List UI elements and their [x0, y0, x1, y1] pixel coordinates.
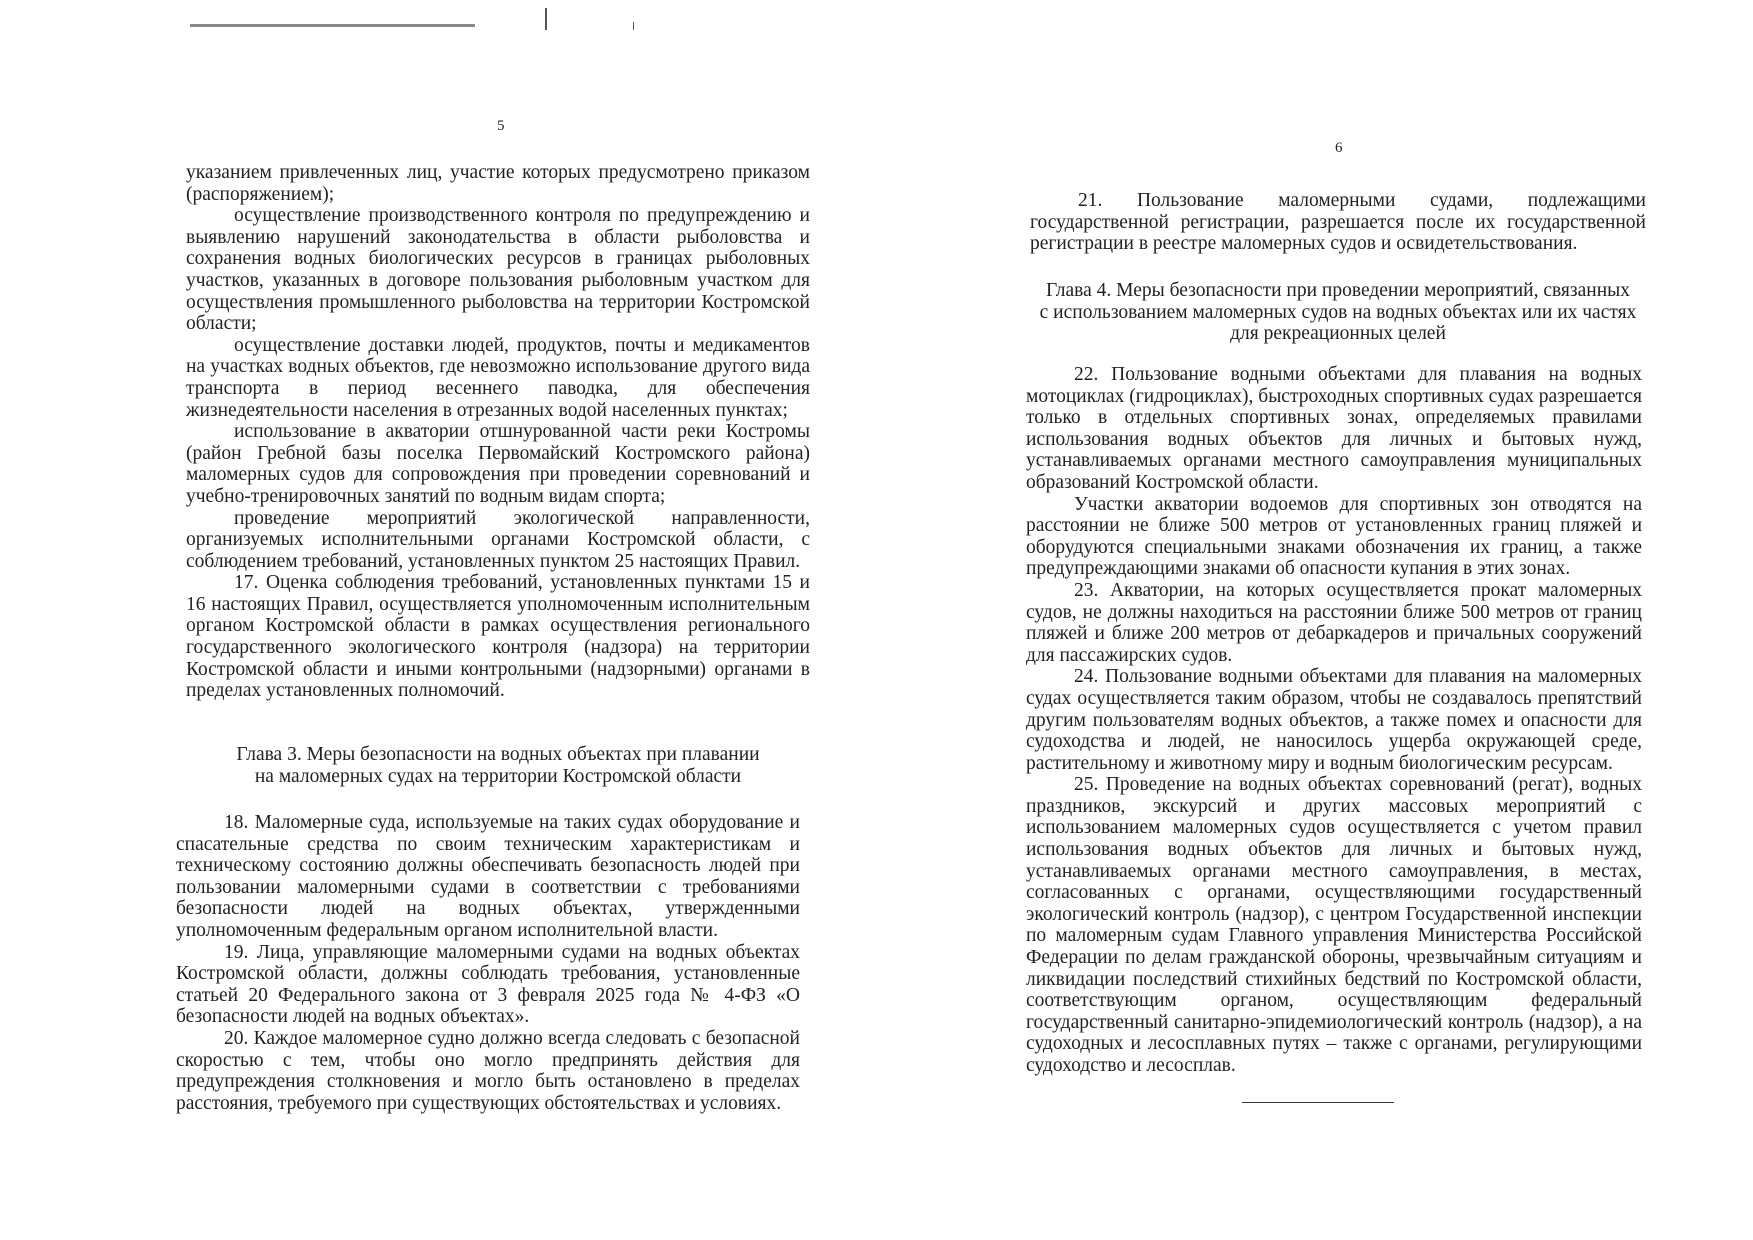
paragraph: использование в акватории отшнурованной части реки Костромы (район Гребной базы поселка Первомайский Костромского района) маломерных судов для сопровождения при проведении соревнований и учебно-тренировочных занятий по водным видам спорта; [186, 421, 810, 507]
paragraph: 17. Оценка соблюдения требований, установленных пунктами 15 и 16 настоящих Правил, осуществляется уполномоченным исполнительным органом Костромской области в рамках осуществления регионального государственного экологического контроля (надзора) на территории Костромской области и иными контрольными (надзорными) органами в пределах установленных полномочий. [186, 572, 810, 702]
page-number: 5 [497, 118, 505, 134]
text-block [1026, 364, 1642, 1077]
paragraph: указанием привлеченных лиц, участие которых предусмотрено приказом (распоряжением); [186, 162, 810, 205]
paragraph: 23. Акватории, на которых осуществляется прокат маломерных судов, не должны находиться на расстоянии ближе 500 метров от границ пляжей и ближе 200 метров от дебаркадеров и причальных сооружений для пассажирских судов. [1026, 579, 1642, 666]
paragraph: 25. Проведение на водных объектах соревнований (регат), водных праздников, экскурсий и других массовых мероприятий с использованием маломерных судов осуществляется с учетом правил использования водных объектов для личных и бытовых нужд, устанавливаемых органами местного самоуправления, в местах, согласованных с органами, осуществляющими государственный экологический контроль (надзор), с центром Государственной инспекции по маломерным судам Главного управления Министерства Российской Федерации по делам гражданской обороны, чрезвычайным ситуациям и ликвидации последствий стихийных бедствий по Костромской области, соответствующим органом, осуществляющим федеральный государственный санитарно-эпидемиологический контроль (надзор), а на судоходных и лесосплавных путях – также с органами, регулирующими судоходство и лесосплав. [1026, 774, 1642, 1076]
paragraph: Участки акватории водоемов для спортивных зон отводятся на расстоянии не ближе 500 метров от установленных границ пляжей и оборудуются специальными знаками обозначения их границ, а также предупреждающими знаками об опасности купания в этих зонах. [1026, 493, 1642, 580]
paragraph: 18. Маломерные суда, используемые на таких судах оборудование и спасательные средства по своим техническим характеристикам и техническому состоянию должны обеспечивать безопасность людей при пользовании маломерными судами в соответствии с требованиями безопасности людей на водных объектах, утвержденными уполномоченным федеральным органом исполнительной власти. [176, 812, 800, 941]
paragraph: осуществление доставки людей, продуктов, почты и медикаментов на участках водных объектов, где невозможно использование другого вида транспорта в период весеннего паводка, для обеспечения жизнедеятельности населения в отрезанных водой населенных пунктах; [186, 334, 810, 421]
page-number: 6 [1335, 140, 1343, 156]
heading-line: Глава 3. Меры безопасности на водных объектах при плавании [236, 744, 760, 765]
heading-line: Глава 4. Меры безопасности при проведении мероприятий, связанных [1045, 280, 1630, 301]
text-block-bottom [176, 812, 800, 1114]
heading-line: на маломерных судах на территории Костромской области [254, 765, 742, 787]
end-separator-line [1242, 1102, 1394, 1103]
page-6 [876, 0, 1753, 1240]
paragraph: осуществление производственного контроля по предупреждению и выявлению нарушений законодательства в области рыболовства и сохранения водных биологических ресурсов в границах рыболовных участков, указанных в договоре пользования рыболовным участком для осуществления промышленного рыболовства на территории Костромской области; [186, 205, 810, 335]
paragraph: проведение мероприятий экологической направленности, организуемых исполнительными органами Костромской области, с соблюдением требований, установленных пунктом 25 настоящих Правил. [186, 507, 810, 572]
chapter-3-heading [186, 744, 810, 787]
paragraph: 22. Пользование водными объектами для плавания на водных мотоциклах (гидроциклах), быстроходных спортивных судах разрешается только в отдельных спортивных зонах, определяемых правилами использования водных объектов для личных и бытовых нужд, устанавливаемых органами местного самоуправления муниципальных образований Костромской области. [1026, 364, 1643, 493]
heading-line: для рекреационных целей [1230, 323, 1446, 345]
paragraph-21 [1030, 190, 1646, 255]
page-5 [0, 0, 876, 1240]
paragraph: 21. Пользование маломерными судами, подлежащими государственной регистрации, разрешается после их государственной регистрации в реестре маломерных судов и освидетельствования. [1030, 190, 1646, 255]
paragraph: 24. Пользование водными объектами для плавания на маломерных судах осуществляется таким образом, чтобы не создавалось препятствий другим пользователям водных объектов, а также помех и опасности для судоходства и людей, не наносилось ущерба окружающей среде, растительному и животному миру и водным биологическим ресурсам. [1026, 666, 1642, 774]
heading-line: с использованием маломерных судов на водных объектах или их частях [1039, 301, 1637, 323]
paragraph: 20. Каждое маломерное судно должно всегда следовать с безопасной скоростью с тем, чтобы оно могло предпринять действия для предупреждения столкновения и могло быть остановлено в пределах расстояния, требуемого при существующих обстоятельствах и условиях. [176, 1027, 800, 1114]
paragraph: 19. Лица, управляющие маломерными судами на водных объектах Костромской области, должны соблюдать требования, установленные статьей 20 Федерального закона от 3 февраля 2025 года № 4-ФЗ «О безопасности людей на водных объектах». [176, 941, 800, 1028]
text-block-top [186, 162, 810, 702]
chapter-4-heading [1030, 280, 1646, 345]
